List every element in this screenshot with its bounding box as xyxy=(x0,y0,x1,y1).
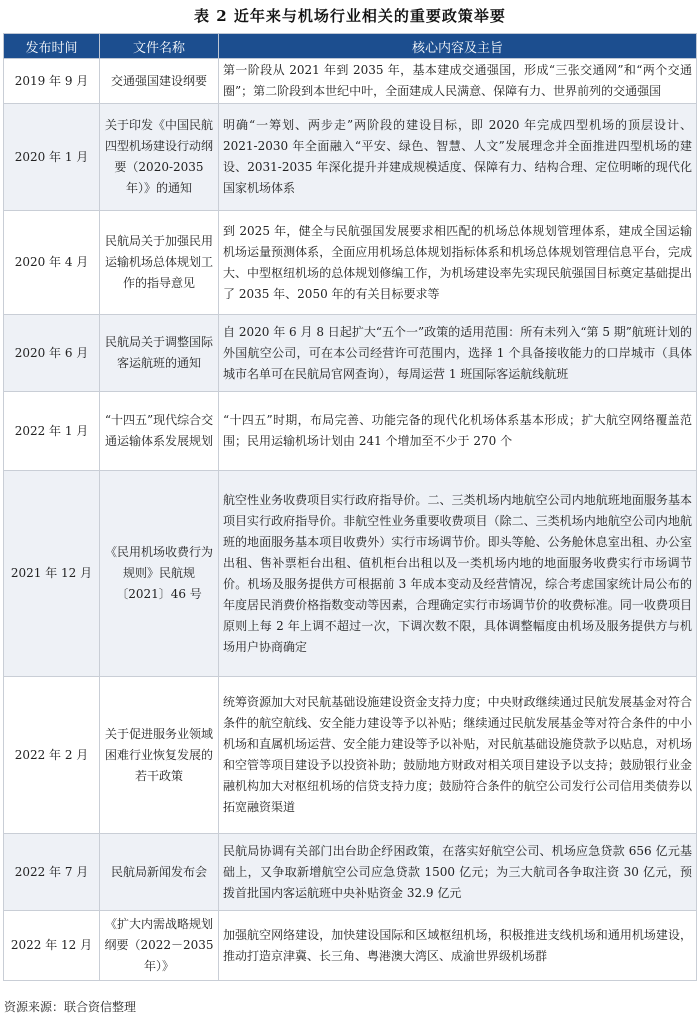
cell-name: 《民用机场收费行为规则》民航规〔2021〕46 号 xyxy=(100,471,219,677)
cell-date: 2019 年 9 月 xyxy=(4,59,100,104)
cell-content: 第一阶段从 2021 年到 2035 年，基本建成交通强国，形成“三张交通网”和“两个交通圈”；第二阶段到本世纪中叶，全面建成人民满意、保障有力、世界前列的交通强国 xyxy=(219,59,697,104)
cell-content: 加强航空网络建设，加快建设国际和区域枢纽机场，积极推进支线机场和通用机场建设，推动打造京津冀、长三角、粤港澳大湾区、成渝世界级机场群 xyxy=(219,911,697,981)
cell-date: 2020 年 4 月 xyxy=(4,211,100,315)
cell-content: 统筹资源加大对民航基础设施建设资金支持力度；中央财政继续通过民航发展基金对符合条件的航空航线、安全能力建设等予以补贴；继续通过民航发展基金等对符合条件的中小机场和直属机场运营、安全能力建设等予以补贴，对民航基础设施贷款予以贴息，对机场和空管等项目建设予以投资补助；鼓励地方财政对相关项目建设予以支持；鼓励银行业金融机构加大对枢纽机场的信贷支持力度；鼓励符合条件的航空公司发行公司信用类债券以拓宽融资渠道 xyxy=(219,677,697,834)
table-row xyxy=(4,911,697,981)
cell-content: 航空性业务收费项目实行政府指导价。二、三类机场内地航空公司内地航班地面服务基本项目实行政府指导价。非航空性业务重要收费项目（除二、三类机场内地航空公司内地航班的地面服务基本项目收费外）实行市场调节价。即头等舱、公务舱休息室出租、办公室出租、售补票柜台出租、值机柜台出租以及一类机场内地的地面服务收费实行市场调节价。机场及服务提供方可根据前 3 年成本变动及经营情况，综合考虑国家统计局公布的年度居民消费价格指数变动等因素，合理确定实行市场调节价的收费标准。同一收费项目原则上每 2 年上调不超过一次，下调次数不限，具体调整幅度由机场及服务提供方与机场用户协商确定 xyxy=(219,471,697,677)
cell-content: 到 2025 年，健全与民航强国发展要求相匹配的机场总体规划管理体系，建成全国运输机场运量预测体系，全面应用机场总体规划指标体系和机场总体规划管理信息平台，完成大、中型枢纽机场的总体规划修编工作，为机场建设率先实现民航强国目标奠定基础提出了 2035 年、2050 年的有关目标要求等 xyxy=(219,211,697,315)
table-row xyxy=(4,834,697,911)
header-content: 核心内容及主旨 xyxy=(219,34,697,59)
header-name: 文件名称 xyxy=(100,34,219,59)
table-row xyxy=(4,471,697,677)
source-note: 资源来源：联合资信整理 xyxy=(4,1000,137,1014)
cell-content: 明确“一筹划、两步走”两阶段的建设目标，即 2020 年完成四型机场的顶层设计、2021-2030 年全面融入“平安、绿色、智慧、人文”发展理念并全面推进四型机场的建设、2031-2035 年深化提升并建成规模适度、保障有力、结构合理、定位明晰的现代化国家机场体系 xyxy=(219,104,697,211)
table-row xyxy=(4,315,697,392)
table-row xyxy=(4,211,697,315)
policy-table xyxy=(3,33,697,981)
cell-name: 民航局关于调整国际客运航班的通知 xyxy=(100,315,219,392)
header-date: 发布时间 xyxy=(4,34,100,59)
table-row xyxy=(4,392,697,471)
table-row xyxy=(4,59,697,104)
table-row xyxy=(4,104,697,211)
cell-name: 《扩大内需战略规划纲要（2022－2035 年）》 xyxy=(100,911,219,981)
cell-name: 民航局关于加强民用运输机场总体规划工作的指导意见 xyxy=(100,211,219,315)
table-title: 表 2 近年来与机场行业相关的重要政策举要 xyxy=(194,7,506,25)
cell-date: 2021 年 12 月 xyxy=(4,471,100,677)
cell-date: 2022 年 12 月 xyxy=(4,911,100,981)
cell-name: 交通强国建设纲要 xyxy=(100,59,219,104)
cell-date: 2022 年 2 月 xyxy=(4,677,100,834)
cell-content: “十四五”时期，布局完善、功能完备的现代化机场体系基本形成；扩大航空网络覆盖范围；民用运输机场计划由 241 个增加至不少于 270 个 xyxy=(219,392,697,471)
cell-name: 民航局新闻发布会 xyxy=(100,834,219,911)
table-row xyxy=(4,677,697,834)
cell-date: 2020 年 6 月 xyxy=(4,315,100,392)
cell-content: 民航局协调有关部门出台助企纾困政策，在落实好航空公司、机场应急贷款 656 亿元基础上，又争取新增航空公司应急贷款 1500 亿元；为三大航司各争取注资 30 亿元，预拨首批国内客运航班中央补贴资金 32.9 亿元 xyxy=(219,834,697,911)
cell-date: 2020 年 1 月 xyxy=(4,104,100,211)
cell-date: 2022 年 7 月 xyxy=(4,834,100,911)
cell-content: 自 2020 年 6 月 8 日起扩大“五个一”政策的适用范围：所有未列入“第 5 期”航班计划的外国航空公司，可在本公司经营许可范围内，选择 1 个具备接收能力的口岸城市（具体城市名单可在民航局官网查询），每周运营 1 班国际客运航线航班 xyxy=(219,315,697,392)
table-header-row xyxy=(4,34,697,59)
cell-name: 关于印发《中国民航四型机场建设行动纲要（2020-2035 年）》的通知 xyxy=(100,104,219,211)
cell-name: 关于促进服务业领域困难行业恢复发展的若干政策 xyxy=(100,677,219,834)
cell-name: “十四五”现代综合交通运输体系发展规划 xyxy=(100,392,219,471)
cell-date: 2022 年 1 月 xyxy=(4,392,100,471)
